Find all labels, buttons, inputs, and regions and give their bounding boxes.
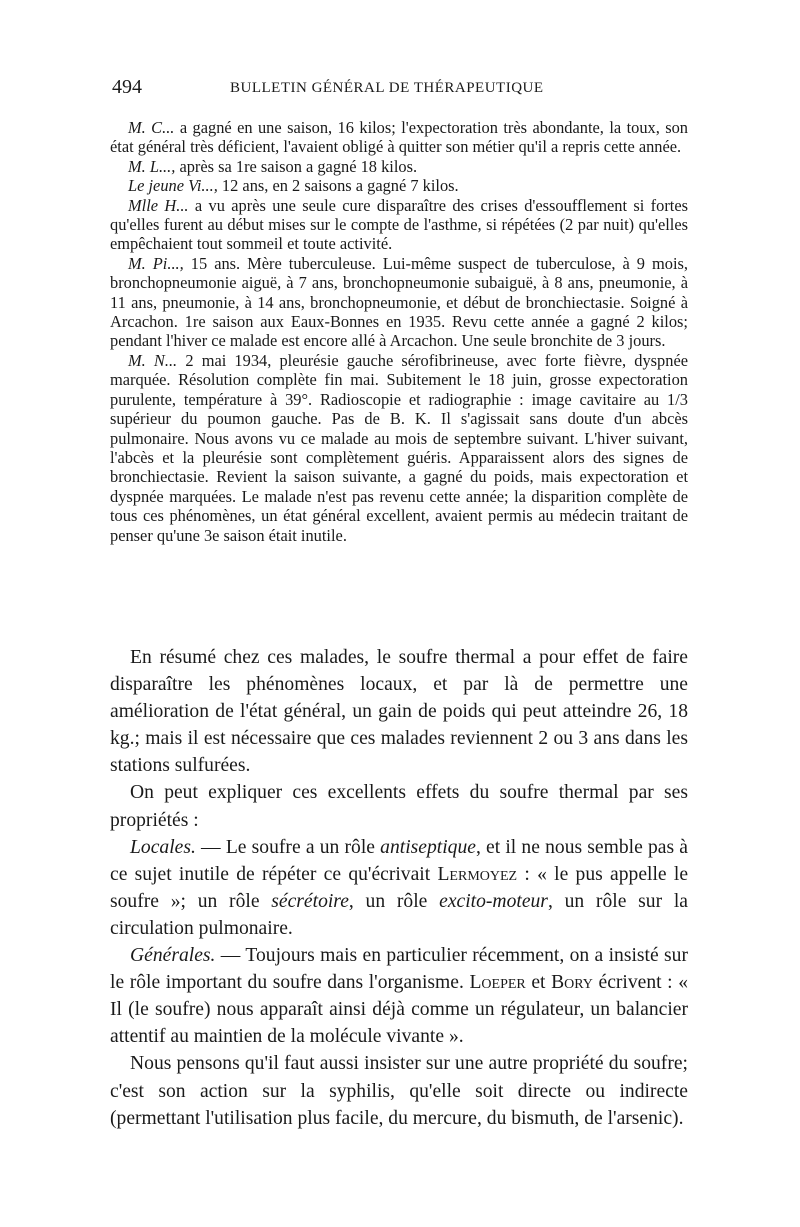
case-paragraph (110, 157, 688, 176)
emphasis-antiseptique: antiseptique (380, 836, 476, 858)
emphasis-excito-moteur: excito-moteur (439, 890, 548, 912)
case-text: 2 mai 1934, pleurésie gauche sérofibrineuse, avec forte fièvre, dyspnée marquée. Résolution complète fin mai. Subitement le 18 juin, grosse expectoration purulente, température à 39°. Radioscopie et radiographie : image cavitaire au 1/3 supérieur du poumon gauche. Pas de B. K. Il s'agissait sans doute d'un abcès pulmonaire. Nous avons vu ce malade au mois de septembre suivant. L'hiver suivant, l'abcès et la pleurésie sont complètement guéris. Apparaissent alors des signes de bronchiectasie. Revient la saison suivante, a gagné du poids, mais expectoration et dyspnée marquées. Le malade n'est pas revenu cette année; la disparition complète de tous ces phénomènes, un état général excellent, avaient permis au médecin traitant de penser qu'une 3e saison était inutile. (110, 350, 688, 545)
case-name: M. C... (128, 118, 175, 137)
case-name: M. N... (128, 350, 178, 370)
author-lermoyez: Lermoyez (437, 863, 518, 885)
page-number: 494 (112, 76, 142, 98)
summary-paragraph: En résumé chez ces malades, le soufre thermal a pour effet de faire disparaître les phénomènes locaux, et par là de permettre une amélioration de l'état général, un gain de poids qui peut atteindre 26, 18 kg.; mais il est nécessaire que ces malades reviennent 2 ou 3 ans dans les stations sulfurées. (110, 647, 688, 777)
summary-section (110, 644, 688, 1132)
local-properties-paragraph: Locales. — Le soufre a un rôle antiseptique, et il ne nous semble pas à ce sujet inutile de répéter ce qu'écrivait Lermoyez : « le pus appelle le soufre »; un rôle sécrétoire, un rôle excito-moteur, un rôle sur la circulation pulmonaire. (110, 836, 689, 939)
case-text: 12 ans, en 2 saisons a gagné 7 kilos. (217, 176, 459, 196)
properties-intro: On peut expliquer ces excellents effets du soufre thermal par ses propriétés : (110, 782, 688, 831)
page-header (112, 76, 692, 102)
case-text: après sa 1re saison a gagné 18 kilos. (175, 156, 418, 176)
author-loeper: Loeper (469, 972, 526, 994)
case-name: Le jeune Vi..., (128, 176, 218, 196)
case-name: M. L..., (128, 156, 176, 176)
emphasis-secretoire: sécrétoire (271, 890, 349, 912)
syphilis-paragraph: Nous pensons qu'il faut aussi insister sur une autre propriété du soufre; c'est son action sur la syphilis, qu'elle soit directe ou indirecte (permettant l'utilisation plus facile, du mercure, du bismuth, de l'arsenic). (110, 1053, 688, 1129)
local-heading: Locales. (130, 836, 196, 858)
case-reports (110, 118, 688, 545)
case-text: a vu après une seule cure disparaître des crises d'essoufflement si fortes qu'elles furent au début mises sur le compte de l'asthme, si répétées (2 par nuit) qu'elles empêchaient tout sommeil et toute activité. (110, 195, 688, 254)
case-paragraph (110, 254, 688, 351)
case-paragraph (110, 196, 688, 254)
case-name: Mlle H... (128, 195, 189, 215)
case-text: 15 ans. Mère tuberculeuse. Lui-même suspect de tuberculose, à 9 mois, bronchopneumonie aiguë, à 7 ans, bronchopneumonie subaiguë, à 8 ans, pneumonie, à 11 ans, pneumonie, à 14 ans, bronchopneumonie, et début de bronchiectasie. Soigné à Arcachon. 1re saison aux Eaux-Bonnes en 1935. Revu cette année a gagné 2 kilos; pendant l'hiver ce malade est encore allé à Arcachon. Une seule bronchite de 3 jours. (110, 253, 689, 351)
general-properties-paragraph: Générales. — Toujours mais en particulier récemment, on a insisté sur le rôle important du soufre dans l'organisme. Loeper et Bory écrivent : « Il (le soufre) nous apparaît ainsi déjà comme un régulateur, un balancier attentif au maintien de la molécule vivante ». (110, 945, 688, 1048)
case-name: M. Pi..., (128, 253, 184, 273)
case-paragraph (110, 176, 688, 195)
case-paragraph (110, 351, 688, 545)
case-text: a gagné en une saison, 16 kilos; l'expectoration très abondante, la toux, son état général très déficient, l'avaient obligé à quitter son métier qu'il a repris cette année. (110, 118, 688, 157)
author-bory: Bory (551, 972, 593, 994)
running-title: BULLETIN GÉNÉRAL DE THÉRAPEUTIQUE (230, 80, 544, 96)
general-heading: Générales. (130, 945, 216, 967)
case-paragraph (110, 118, 688, 157)
